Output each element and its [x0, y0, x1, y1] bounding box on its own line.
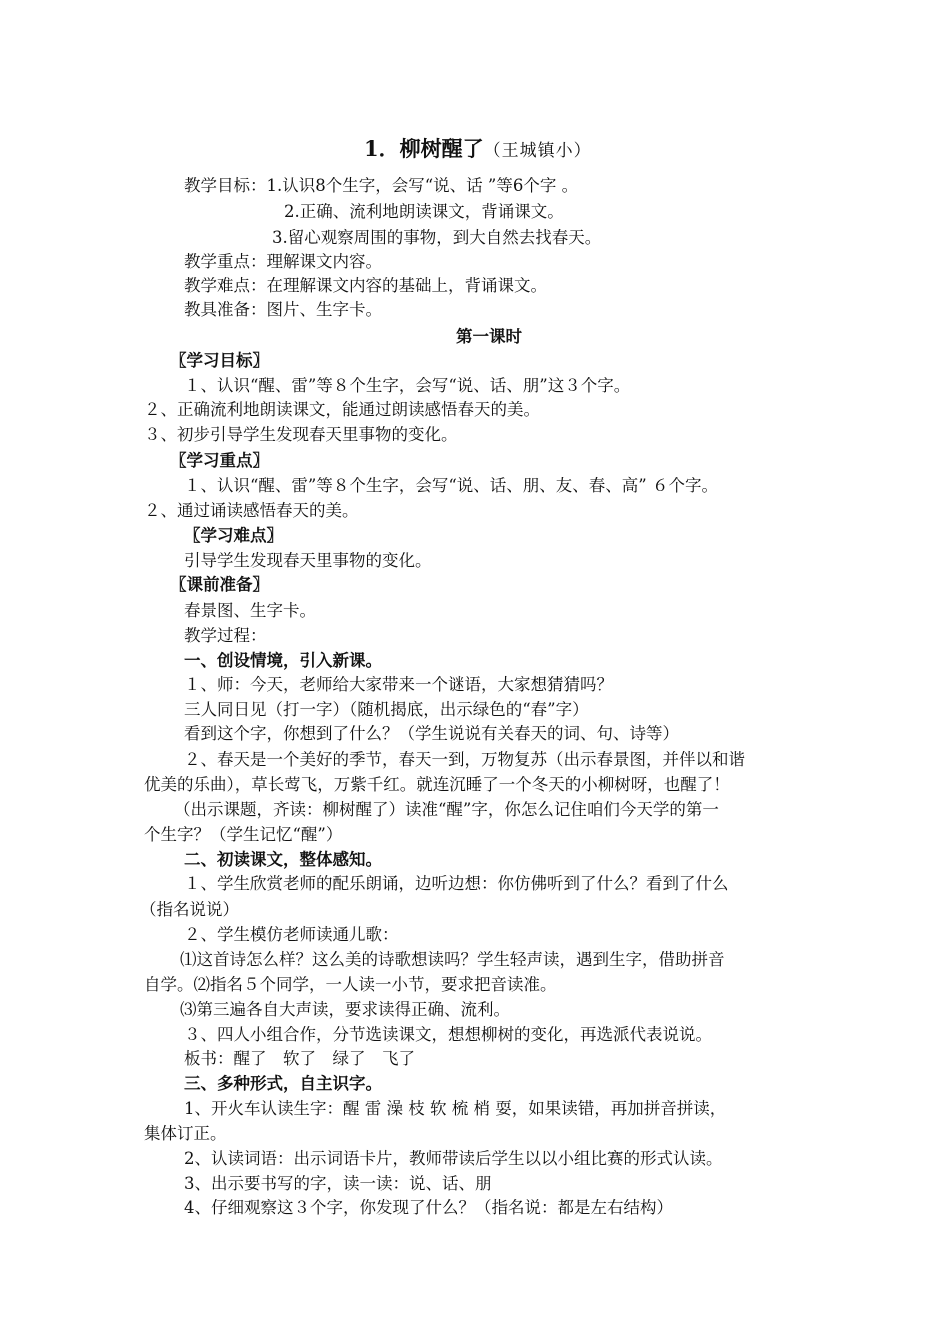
section1-line-2: 三人同日见（打一字）（随机揭底，出示绿色的“春”字） [184, 700, 589, 719]
section3-heading: 三、多种形式，自主识字。 [184, 1074, 382, 1093]
objectives-label: 教学目标： [184, 176, 267, 195]
section1-line-7: 个生字？（学生记忆“醒”） [144, 825, 343, 844]
learning-focus-2: ２、通过诵读感悟春天的美。 [144, 501, 359, 520]
preparation-heading: 〖课前准备〗 [170, 575, 269, 594]
section1-line-5: 优美的乐曲），草长莺飞，万紫千红。就连沉睡了一个冬天的小柳树呀，也醒了！ [144, 775, 730, 794]
section2-line-1: １、学生欣赏老师的配乐朗诵，边听边想：你仿佛听到了什么？看到了什么 [184, 874, 729, 893]
section2-line-4: ⑴这首诗怎么样？这么美的诗歌想读吗？学生轻声读，遇到生字，借助拼音 [180, 950, 725, 969]
section3-line-1: 1、开火车认读生字：醒 雷 澡 枝 软 梳 梢 耍，如果读错，再加拼音拼读， [184, 1099, 727, 1118]
section2-line-8: 板书：醒了 软了 绿了 飞了 [184, 1049, 415, 1068]
learning-goal-1: １、认识“醒、雷”等８个生字，会写“说、话、朋”这３个字。 [184, 376, 631, 395]
section1-heading: 一、创设情境，引入新课。 [184, 651, 382, 670]
learning-difficulty-heading: 〖学习难点〗 [184, 526, 283, 545]
section2-line-6: ⑶第三遍各自大声读，要求读得正确、流利。 [180, 1000, 510, 1019]
learning-goals-heading: 〖学习目标〗 [170, 351, 269, 370]
section1-line-3: 看到这个字，你想到了什么？（学生说说有关春天的词、句、诗等） [184, 724, 679, 743]
learning-focus-1: １、认识“醒、雷”等８个生字，会写“说、话、朋、友、春、高” ６个字。 [184, 476, 718, 495]
section2-line-5: 自学。⑵指名５个同学，一人读一小节，要求把音读准。 [144, 975, 557, 994]
section2-line-7: ３、四人小组合作，分节选读课文，想想柳树的变化，再选派代表说说。 [184, 1025, 712, 1044]
learning-difficulty-text: 引导学生发现春天里事物的变化。 [184, 551, 432, 570]
objective-item-1: 1.认识8个生字，会写“说、话 ”等6个字 。 [266, 176, 579, 195]
lesson-heading: 第一课时 [456, 327, 522, 346]
process-label: 教学过程： [184, 626, 267, 645]
objective-item-2: 2.正确、流利地朗读课文，背诵课文。 [284, 202, 564, 221]
learning-goal-2: ２、正确流利地朗读课文，能通过朗读感悟春天的美。 [144, 400, 540, 419]
preparation-text: 春景图、生字卡。 [184, 601, 316, 620]
key-point: 教学重点：理解课文内容。 [184, 252, 382, 271]
section2-heading: 二、初读课文，整体感知。 [184, 850, 382, 869]
lesson-title-school: （王城镇小） [483, 141, 592, 161]
learning-goal-3: ３、初步引导学生发现春天里事物的变化。 [144, 425, 458, 444]
section2-line-2: （指名说说） [140, 900, 239, 919]
section1-line-6: （出示课题，齐读：柳树醒了）读准“醒”字，你怎么记住咱们今天学的第一 [174, 800, 719, 819]
section3-line-5: 4、仔细观察这３个字，你发现了什么？（指名说：都是左右结构） [184, 1198, 673, 1217]
lesson-title-main: 1．柳树醒了 [364, 136, 484, 161]
learning-focus-heading: 〖学习重点〗 [170, 451, 269, 470]
objectives-line-1 [184, 174, 578, 198]
difficulty: 教学难点：在理解课文内容的基础上，背诵课文。 [184, 276, 547, 295]
section1-line-4: ２、春天是一个美好的季节，春天一到，万物复苏（出示春景图，并伴以和谐 [184, 750, 745, 769]
section2-line-3: ２、学生模仿老师读通儿歌： [184, 925, 399, 944]
materials: 教具准备：图片、生字卡。 [184, 300, 382, 319]
section3-line-4: 3、出示要书写的字，读一读：说、话、朋 [184, 1174, 492, 1193]
section1-line-1: １、师：今天，老师给大家带来一个谜语，大家想猜猜吗？ [184, 675, 613, 694]
objective-item-3: 3.留心观察周围的事物，到大自然去找春天。 [272, 228, 602, 247]
section3-line-2: 集体订正。 [144, 1124, 227, 1143]
section3-line-3: 2、认读词语：出示词语卡片，教师带读后学生以以小组比赛的形式认读。 [184, 1149, 723, 1168]
lesson-title [364, 134, 592, 166]
